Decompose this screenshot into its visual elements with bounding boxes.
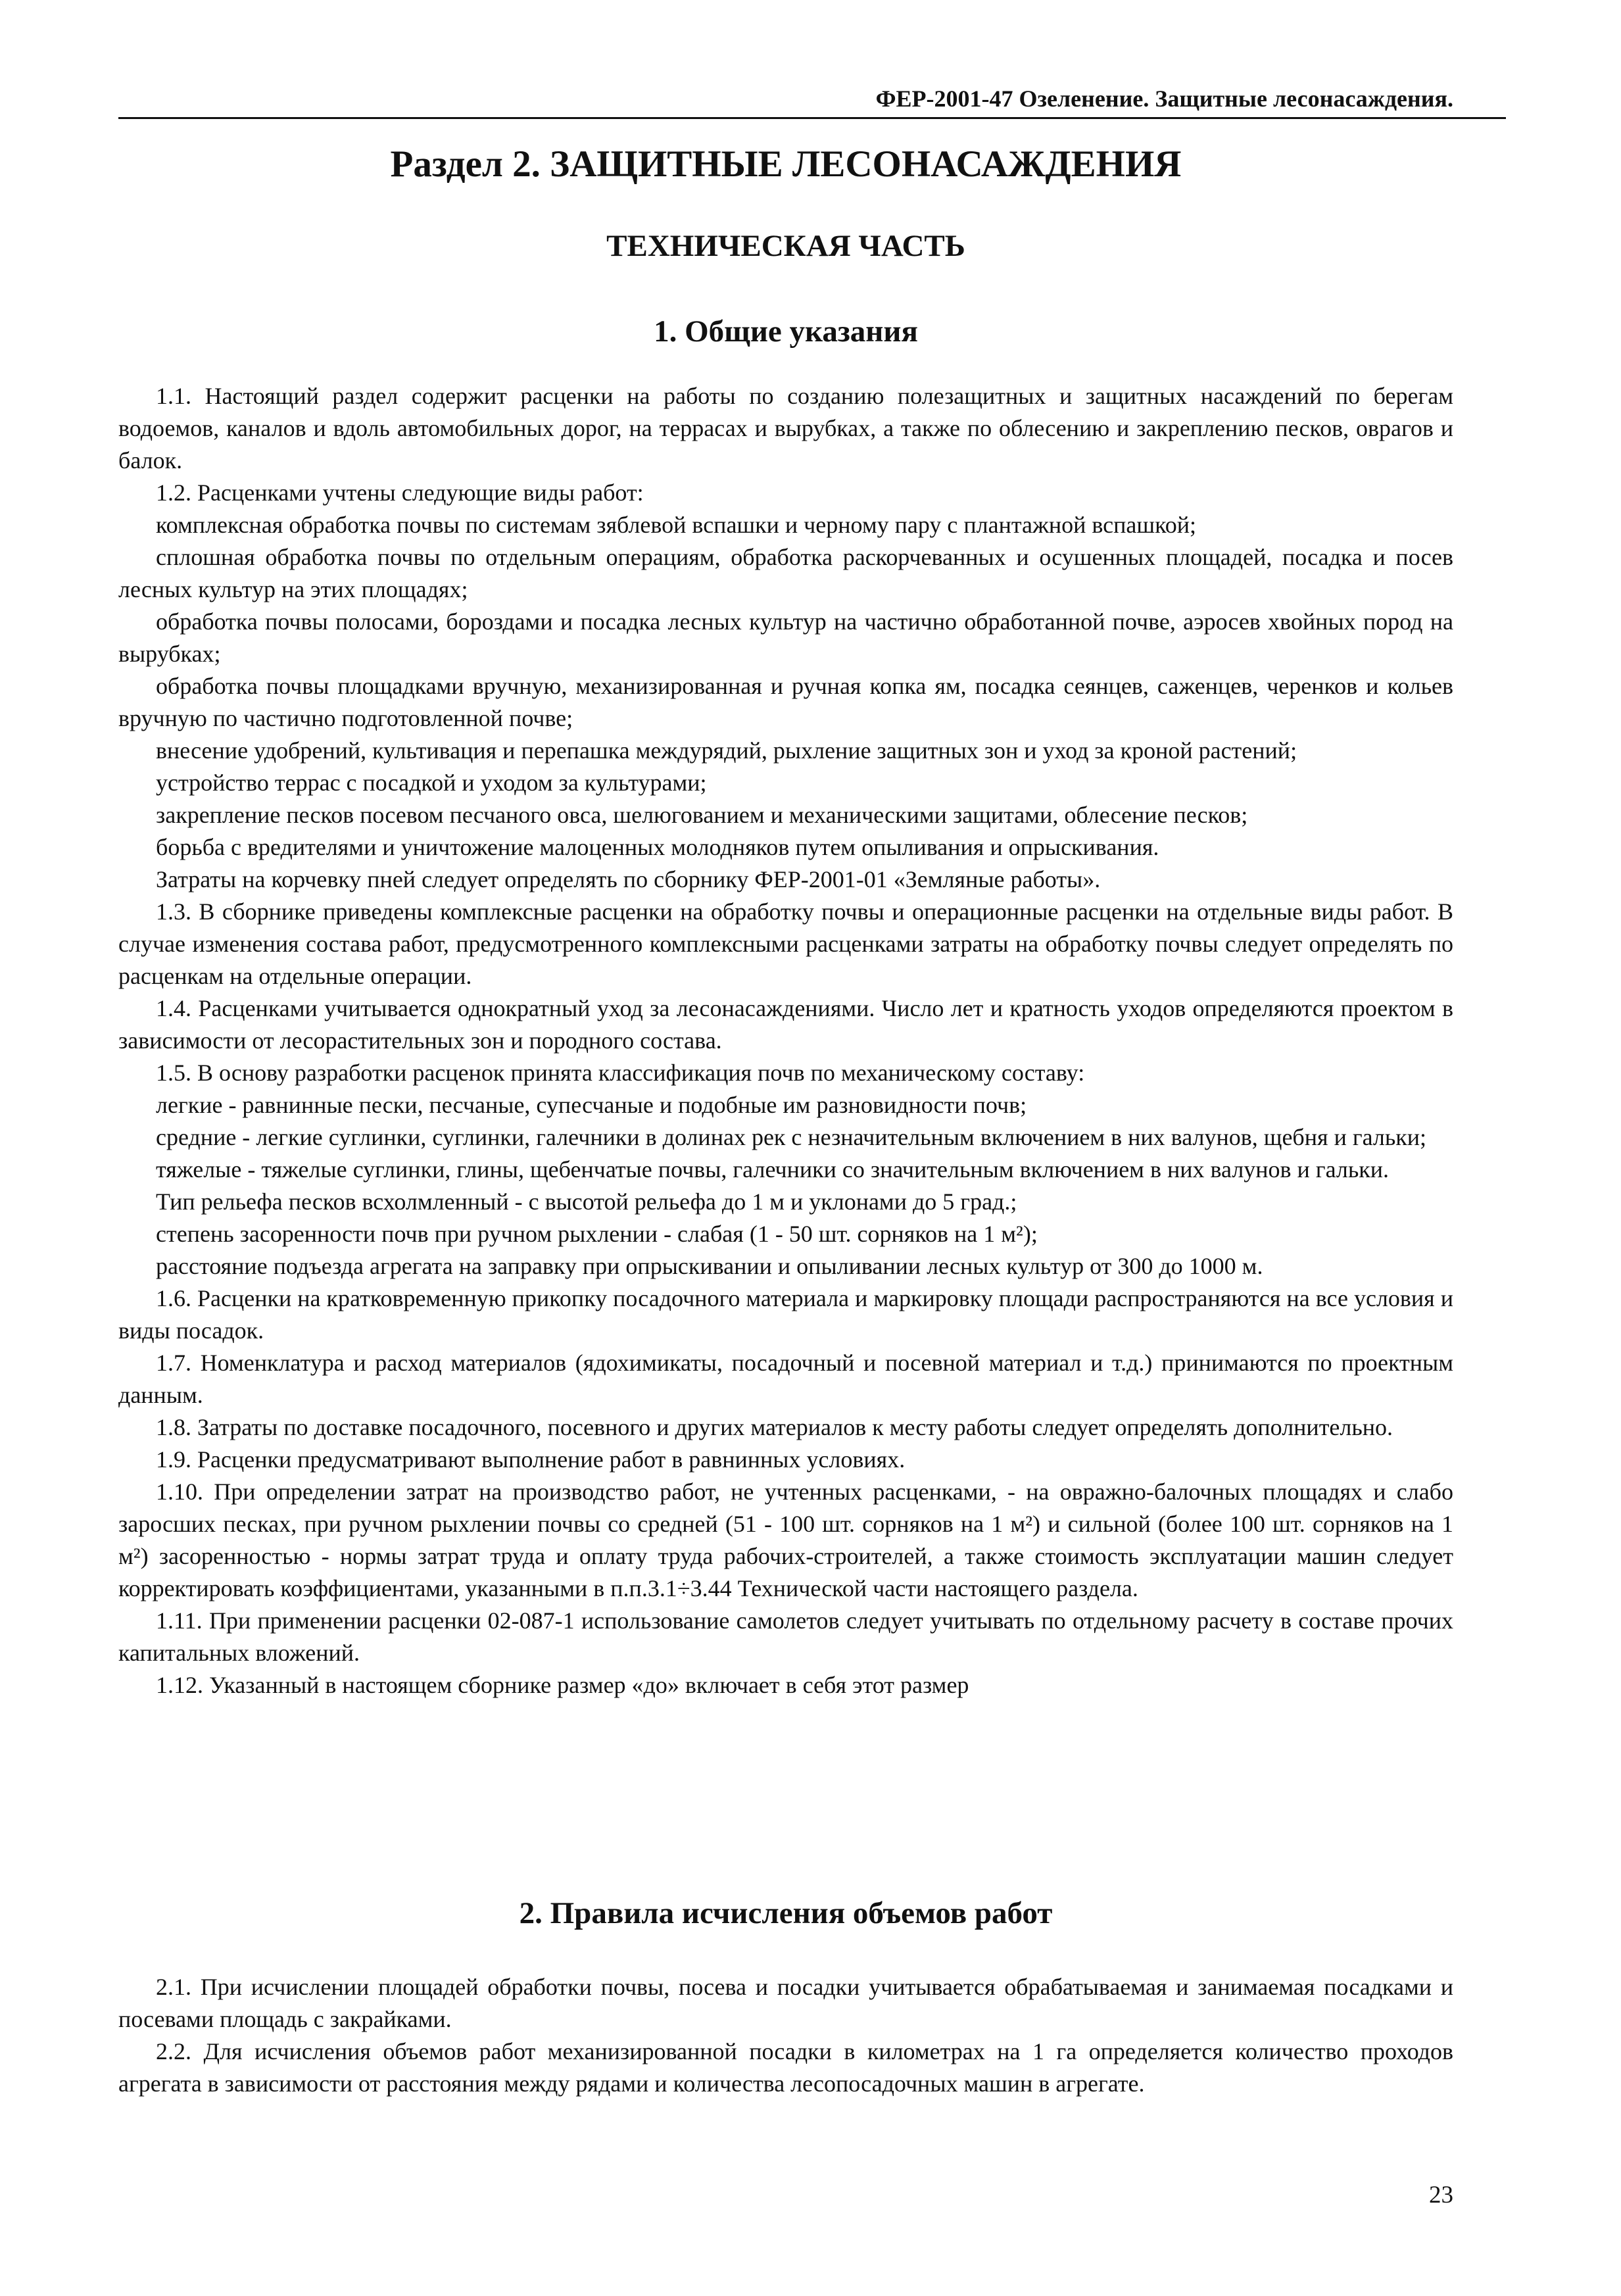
paragraph: 1.8. Затраты по доставке посадочного, посевного и других материалов к месту работы следует определять дополнительно. [156, 1414, 1393, 1440]
paragraph: тяжелые - тяжелые суглинки, глины, щебенчатые почвы, галечники со значительным включением в них валунов и гальки. [156, 1156, 1390, 1183]
paragraph: обработка почвы площадками вручную, механизированная и ручная копка ям, посадка сеянцев, саженцев, черенков и кольев вручную по частично подготовленной почве; [118, 673, 1453, 731]
volume-rules-heading: 2. Правила исчисления объемов работ [519, 1896, 1053, 1930]
part-title: ТЕХНИЧЕСКАЯ ЧАСТЬ [606, 229, 965, 263]
paragraph: 1.7. Номенклатура и расход материалов (ядохимикаты, посадочный и посевной материал и т.д.) принимаются по проектным данным. [118, 1350, 1453, 1408]
general-instructions-body [118, 380, 1453, 1701]
header-rule [118, 117, 1506, 119]
paragraph: 2.1. При исчислении площадей обработки почвы, посева и посадки учитывается обрабатываемая и занимаемая посадками и посевами площадь с закрайками. [118, 1974, 1453, 2032]
paragraph: Тип рельефа песков всхолмленный - с высотой рельефа до 1 м и уклонами до 5 град.; [156, 1188, 1017, 1215]
section-title: Раздел 2. ЗАЩИТНЫЕ ЛЕСОНАСАЖДЕНИЯ [390, 143, 1182, 185]
running-header: ФЕР-2001-47 Озеленение. Защитные лесонасаждения. [875, 85, 1453, 112]
volume-rules-body [118, 1971, 1453, 2100]
paragraph: легкие - равнинные пески, песчаные, супесчаные и подобные им разновидности почв; [156, 1092, 1027, 1118]
paragraph: 1.3. В сборнике приведены комплексные расценки на обработку почвы и операционные расценки на отдельные виды работ. В случае изменения состава работ, предусмотренного комплексными расценками затраты на обработку почвы следует определять по расценкам на отдельные операции. [118, 898, 1453, 989]
paragraph: 1.12. Указанный в настоящем сборнике размер «до» включает в себя этот размер [156, 1672, 969, 1698]
paragraph: 1.10. При определении затрат на производство работ, не учтенных расценками, - на овражно-балочных площадях и слабо заросших песках, при ручном рыхлении почвы со средней (51 - 100 шт. сорняков на 1 м²) и сильной (более 100 шт. сорняков на 1 м²) засоренностью - нормы затрат труда и оплату труда рабочих-строителей, а также стоимость эксплуатации машин следует корректировать коэффициентами, указанными в п.п.3.1÷3.44 Технической части настоящего раздела. [118, 1478, 1453, 1601]
paragraph: 1.4. Расценками учитывается однократный уход за лесонасаждениями. Число лет и кратность уходов определяются проектом в зависимости от лесорастительных зон и породного состава. [118, 995, 1453, 1054]
paragraph: обработка почвы полосами, бороздами и посадка лесных культур на частично обработанной почве, аэросев хвойных пород на вырубках; [118, 608, 1453, 667]
paragraph: борьба с вредителями и уничтожение малоценных молодняков путем опыливания и опрыскивания. [156, 834, 1159, 860]
page-number: 23 [1429, 2182, 1453, 2209]
paragraph: средние - легкие суглинки, суглинки, галечники в долинах рек с незначительным включением в них валунов, щебня и гальки; [156, 1124, 1427, 1150]
paragraph: комплексная обработка почвы по системам зяблевой вспашки и черному пару с плантажной вспашкой; [156, 512, 1197, 538]
paragraph: 1.6. Расценки на кратковременную прикопку посадочного материала и маркировку площади распространяются на все условия и виды посадок. [118, 1285, 1453, 1344]
paragraph: 2.2. Для исчисления объемов работ механизированной посадки в километрах на 1 га определяется количество проходов агрегата в зависимости от расстояния между рядами и количества лесопосадочных машин в агрегате. [118, 2038, 1453, 2097]
paragraph: Затраты на корчевку пней следует определять по сборнику ФЕР-2001-01 «Земляные работы». [156, 866, 1101, 892]
paragraph: 1.1. Настоящий раздел содержит расценки на работы по созданию полезащитных и защитных насаждений по берегам водоемов, каналов и вдоль автомобильных дорог, на террасах и вырубках, а также по облесению и закреплению песков, оврагов и балок. [118, 383, 1453, 474]
paragraph: степень засоренности почв при ручном рыхлении - слабая (1 - 50 шт. сорняков на 1 м²); [156, 1221, 1038, 1247]
paragraph: устройство террас с посадкой и уходом за культурами; [156, 769, 707, 796]
paragraph: сплошная обработка почвы по отдельным операциям, обработка раскорчеванных и осушенных площадей, посадка и посев лесных культур на этих площадях; [118, 544, 1453, 602]
paragraph: 1.9. Расценки предусматривают выполнение работ в равнинных условиях. [156, 1446, 906, 1473]
paragraph: внесение удобрений, культивация и перепашка междурядий, рыхление защитных зон и уход за кроной растений; [156, 737, 1297, 764]
paragraph: 1.11. При применении расценки 02-087-1 использование самолетов следует учитывать по отдельному расчету в составе прочих капитальных вложений. [118, 1607, 1453, 1666]
paragraph: 1.2. Расценками учтены следующие виды работ: [156, 479, 644, 506]
paragraph: 1.5. В основу разработки расценок принята классификация почв по механическому составу: [156, 1060, 1085, 1086]
general-instructions-heading: 1. Общие указания [654, 314, 918, 349]
paragraph: закрепление песков посевом песчаного овса, шелюгованием и механическими защитами, облесение песков; [156, 802, 1248, 828]
paragraph: расстояние подъезда агрегата на заправку при опрыскивании и опыливании лесных культур от 300 до 1000 м. [156, 1253, 1263, 1279]
